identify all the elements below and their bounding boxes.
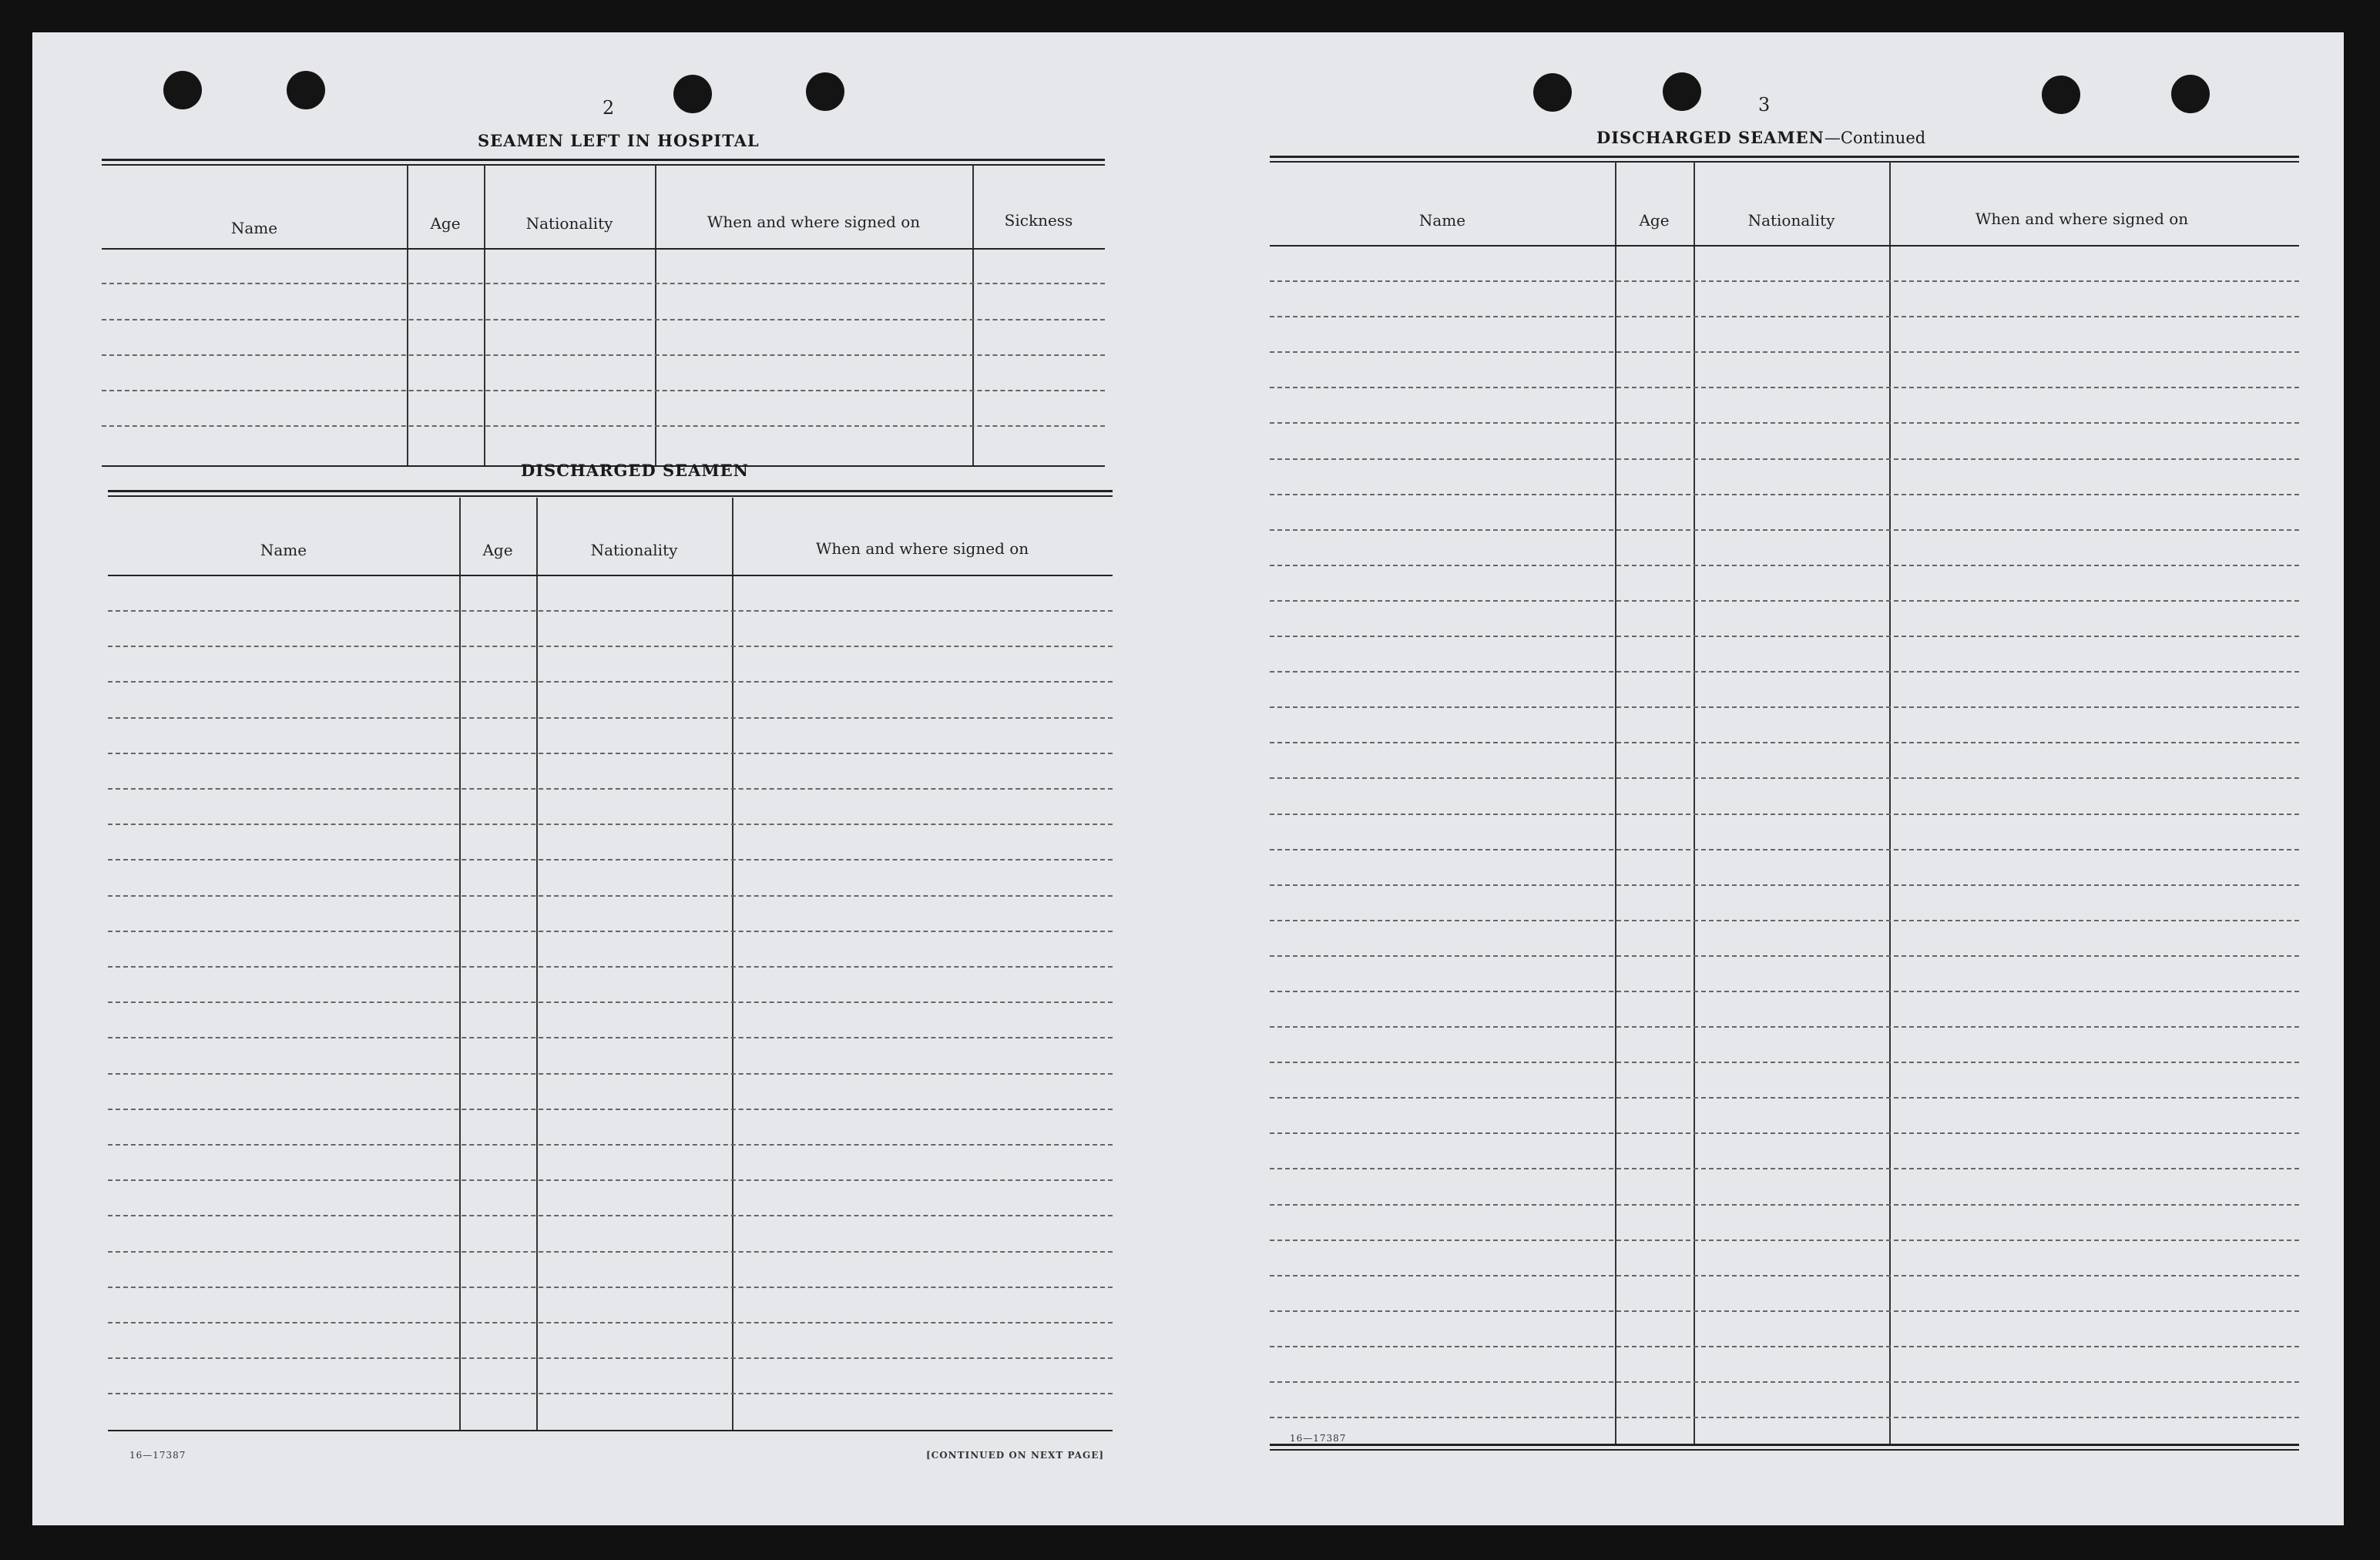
hospital-entry-line bbox=[102, 283, 1105, 284]
discharged-entry-line bbox=[108, 895, 1113, 897]
hospital-entry-line bbox=[102, 390, 1105, 391]
right-entry-line bbox=[1270, 1132, 2299, 1134]
hospital-col-divider bbox=[972, 165, 974, 467]
left-page-number: 2 bbox=[603, 97, 615, 119]
right-col-divider bbox=[1694, 162, 1695, 1445]
discharged-entry-line bbox=[108, 1037, 1113, 1038]
continued-note: [CONTINUED ON NEXT PAGE] bbox=[926, 1450, 1105, 1461]
right-entry-line bbox=[1270, 351, 2299, 353]
hospital-col-age: Age bbox=[430, 214, 461, 233]
punch-hole bbox=[673, 75, 712, 113]
hospital-col-divider bbox=[484, 165, 485, 467]
right-entry-line bbox=[1270, 636, 2299, 637]
right-entry-line bbox=[1270, 955, 2299, 957]
right-entry-line bbox=[1270, 458, 2299, 460]
right-entry-line bbox=[1270, 777, 2299, 779]
right-col-nationality: Nationality bbox=[1747, 211, 1835, 230]
discharged-col-divider bbox=[732, 498, 733, 1430]
right-section-title-suffix: —Continued bbox=[1824, 129, 1926, 147]
discharged-col-name: Name bbox=[260, 541, 307, 559]
discharged-entry-line bbox=[108, 966, 1113, 968]
discharged-entry-line bbox=[108, 1001, 1113, 1003]
right-section-title bbox=[1596, 128, 1925, 147]
hospital-col-divider bbox=[655, 165, 656, 467]
discharged-entry-line bbox=[108, 788, 1113, 790]
discharged-entry-line bbox=[108, 859, 1113, 861]
discharged-entry-line bbox=[108, 717, 1113, 719]
hospital-header-rule bbox=[102, 248, 1105, 250]
discharged-entry-line bbox=[108, 753, 1113, 754]
discharged-entry-line bbox=[108, 646, 1113, 647]
discharged-col-age: Age bbox=[482, 541, 513, 559]
right-entry-line bbox=[1270, 1346, 2299, 1347]
right-entry-line bbox=[1270, 280, 2299, 282]
discharged-entry-line bbox=[108, 1144, 1113, 1146]
discharged-entry-line bbox=[108, 1179, 1113, 1181]
right-page-number: 3 bbox=[1758, 94, 1771, 116]
right-col-age: Age bbox=[1639, 211, 1670, 230]
right-col-name: Name bbox=[1418, 211, 1466, 230]
right-entry-line bbox=[1270, 1026, 2299, 1028]
hospital-col-divider bbox=[407, 165, 408, 467]
right-entry-line bbox=[1270, 600, 2299, 602]
hospital-entry-line bbox=[102, 354, 1105, 356]
discharged-entry-line bbox=[108, 931, 1113, 932]
hospital-section-title: SEAMEN LEFT IN HOSPITAL bbox=[478, 131, 760, 150]
discharged-entry-line bbox=[108, 681, 1113, 683]
punch-hole bbox=[806, 72, 844, 111]
right-entry-line bbox=[1270, 387, 2299, 388]
right-entry-line bbox=[1270, 529, 2299, 531]
punch-hole bbox=[1533, 73, 1572, 112]
right-entry-line bbox=[1270, 814, 2299, 815]
right-entry-line bbox=[1270, 920, 2299, 921]
discharged-entry-line bbox=[108, 824, 1113, 825]
discharged-col-nationality: Nationality bbox=[590, 541, 678, 559]
hospital-col-signed-on: When and where signed on bbox=[707, 213, 921, 231]
right-entry-line bbox=[1270, 1381, 2299, 1383]
right-entry-line bbox=[1270, 671, 2299, 673]
punch-hole bbox=[2171, 75, 2210, 113]
right-section-title-main: DISCHARGED SEAMEN bbox=[1596, 128, 1824, 147]
hospital-entry-line bbox=[102, 425, 1105, 427]
right-entry-line bbox=[1270, 316, 2299, 317]
discharged-header-rule bbox=[108, 575, 1113, 576]
discharged-col-divider bbox=[459, 498, 461, 1430]
right-entry-line bbox=[1270, 1204, 2299, 1206]
right-col-divider bbox=[1615, 162, 1616, 1445]
left-form-number: 16—17387 bbox=[129, 1450, 186, 1461]
hospital-col-nationality: Nationality bbox=[525, 214, 613, 233]
right-entry-line bbox=[1270, 422, 2299, 424]
right-entry-line bbox=[1270, 1097, 2299, 1099]
right-col-signed-on: When and where signed on bbox=[1975, 210, 2189, 228]
discharged-entry-line bbox=[108, 1215, 1113, 1216]
document-sheet bbox=[32, 32, 2344, 1525]
right-entry-line bbox=[1270, 991, 2299, 992]
discharged-entry-line bbox=[108, 1109, 1113, 1110]
discharged-entry-line bbox=[108, 1251, 1113, 1253]
right-entry-line bbox=[1270, 1062, 2299, 1063]
right-entry-line bbox=[1270, 1275, 2299, 1277]
punch-hole bbox=[2042, 75, 2080, 114]
discharged-entry-line bbox=[108, 1073, 1113, 1075]
right-entry-line bbox=[1270, 1240, 2299, 1241]
right-discharged-table bbox=[1270, 162, 2299, 1456]
right-entry-line bbox=[1270, 1168, 2299, 1169]
right-header-rule bbox=[1270, 245, 2299, 247]
right-entry-line bbox=[1270, 565, 2299, 566]
hospital-col-name: Name bbox=[230, 219, 278, 237]
hospital-table bbox=[102, 165, 1105, 473]
discharged-col-signed-on: When and where signed on bbox=[815, 539, 1029, 558]
right-entry-line bbox=[1270, 849, 2299, 850]
discharged-entry-line bbox=[108, 1357, 1113, 1359]
right-entry-line bbox=[1270, 1310, 2299, 1312]
discharged-section-title: DISCHARGED SEAMEN bbox=[521, 461, 749, 480]
discharged-bottom-rule bbox=[108, 1430, 1113, 1431]
punch-hole bbox=[163, 71, 202, 109]
punch-hole bbox=[287, 71, 325, 109]
discharged-col-divider bbox=[536, 498, 538, 1430]
right-entry-line bbox=[1270, 742, 2299, 743]
discharged-entry-line bbox=[108, 1393, 1113, 1394]
discharged-entry-line bbox=[108, 610, 1113, 612]
hospital-entry-line bbox=[102, 319, 1105, 320]
right-entry-line bbox=[1270, 884, 2299, 886]
right-form-number: 16—17387 bbox=[1290, 1433, 1347, 1444]
hospital-col-sickness: Sickness bbox=[1004, 211, 1073, 230]
discharged-entry-line bbox=[108, 1287, 1113, 1288]
right-entry-line bbox=[1270, 1417, 2299, 1418]
right-col-divider bbox=[1889, 162, 1891, 1445]
punch-hole bbox=[1663, 72, 1701, 111]
discharged-entry-line bbox=[108, 1322, 1113, 1323]
right-bottom-rule bbox=[1270, 1444, 2299, 1451]
right-entry-line bbox=[1270, 706, 2299, 708]
discharged-table bbox=[108, 496, 1113, 1436]
right-entry-line bbox=[1270, 494, 2299, 495]
